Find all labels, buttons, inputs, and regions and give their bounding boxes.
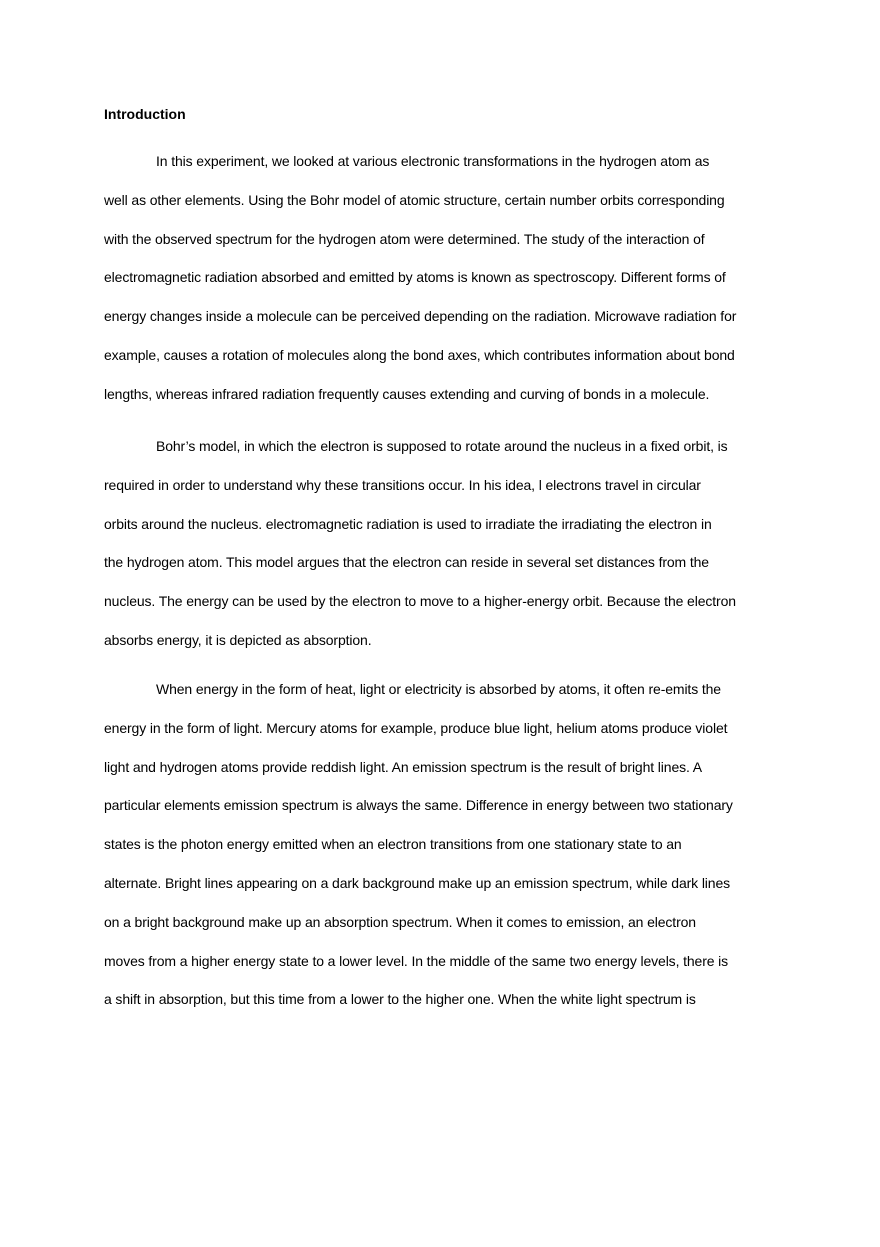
paragraph-line: alternate. Bright lines appearing on a dark background make up an emission spectrum, while dark lines bbox=[104, 874, 731, 891]
paragraph-line: light and hydrogen atoms provide reddish light. An emission spectrum is the result of bright lines. A bbox=[104, 758, 702, 775]
section-heading: Introduction bbox=[104, 106, 186, 122]
paragraph-line: a shift in absorption, but this time from a lower to the higher one. When the white light spectrum is bbox=[104, 991, 696, 1008]
paragraph-line: orbits around the nucleus. electromagnetic radiation is used to irradiate the irradiating the electron in bbox=[104, 515, 712, 532]
paragraph-line: energy changes inside a molecule can be perceived depending on the radiation. Microwave radiation for bbox=[104, 308, 737, 325]
paragraph-1 bbox=[104, 142, 776, 414]
paragraph-line: required in order to understand why these transitions occur. In his idea, l electrons travel in circular bbox=[104, 476, 701, 493]
paragraph-line: lengths, whereas infrared radiation frequently causes extending and curving of bonds in a molecule. bbox=[104, 385, 710, 402]
paragraph-line: absorbs energy, it is depicted as absorption. bbox=[104, 631, 372, 648]
paragraph-line: When energy in the form of heat, light or electricity is absorbed by atoms, it often re-emits the bbox=[156, 681, 721, 697]
paragraph-2 bbox=[104, 427, 776, 660]
paragraph-line: the hydrogen atom. This model argues that the electron can reside in several set distances from the bbox=[104, 554, 709, 571]
paragraph-line: energy in the form of light. Mercury atoms for example, produce blue light, helium atoms produce violet bbox=[104, 719, 728, 736]
paragraph-line: well as other elements. Using the Bohr model of atomic structure, certain number orbits corresponding bbox=[104, 191, 725, 208]
paragraph-line: on a bright background make up an absorption spectrum. When it comes to emission, an electron bbox=[104, 913, 696, 930]
paragraph-3 bbox=[104, 670, 776, 1019]
paragraph-line: states is the photon energy emitted when an electron transitions from one stationary state to an bbox=[104, 836, 682, 853]
paragraph-line: moves from a higher energy state to a lower level. In the middle of the same two energy levels, there is bbox=[104, 952, 729, 969]
paragraph-line: example, causes a rotation of molecules along the bond axes, which contributes information about bond bbox=[104, 346, 735, 363]
paragraph-line: electromagnetic radiation absorbed and emitted by atoms is known as spectroscopy. Different forms of bbox=[104, 269, 726, 286]
paragraph-line: with the observed spectrum for the hydrogen atom were determined. The study of the interaction of bbox=[104, 230, 705, 247]
paragraph-line: In this experiment, we looked at various electronic transformations in the hydrogen atom as bbox=[156, 153, 710, 169]
paragraph-line: Bohr’s model, in which the electron is supposed to rotate around the nucleus in a fixed orbit, is bbox=[156, 438, 728, 454]
paragraph-line: particular elements emission spectrum is always the same. Difference in energy between two stationary bbox=[104, 797, 733, 814]
paragraph-line: nucleus. The energy can be used by the electron to move to a higher-energy orbit. Because the electron bbox=[104, 593, 736, 610]
